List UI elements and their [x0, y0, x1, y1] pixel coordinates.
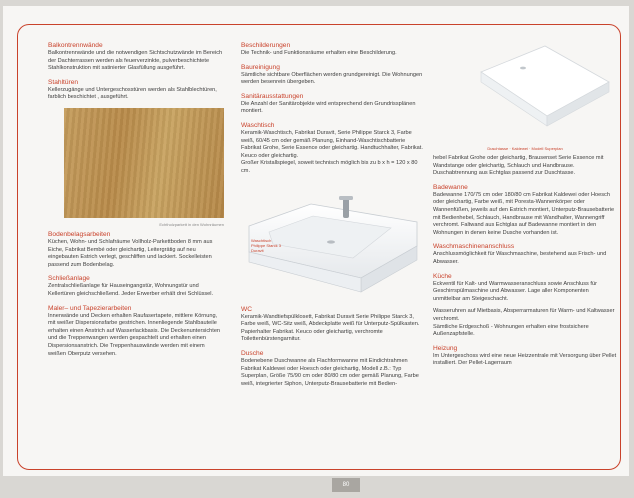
heading-wasch: Waschtisch [241, 121, 275, 129]
text-kueche-3: Sämtliche Erdgeschoß - Wohnungen erhalten eine frostsichere Außenzapfstelle. [433, 323, 589, 338]
heading-dusche: Dusche [241, 349, 264, 357]
column-left [48, 42, 224, 364]
heading-wc: WC [241, 305, 252, 313]
washbasin-caption-line: Waschtisch [251, 237, 272, 243]
section-schliess [48, 275, 224, 298]
text-maler: Innenwände und Decken erhalten Raufasertapete, mittlere Körnung, mit weißer Dispersionsfarbe gestrichen. Innenliegende Stahlbauteile erhalten einen Anstrich auf Wasserlackbasis. Die Deckenuntersichten und die Treppenwangen werden gespachtelt und erhalten einen Dispersionsanstrich. Die Treppenhauswände werden mit einem weißen Oberputz versehen. [48, 312, 221, 357]
section-kueche [433, 273, 617, 339]
text-boden: Küchen, Wohn- und Schlafräume Vollholz-Parkettboden 8 mm aus Eiche, Fabrikat Bembé oder gleichartig, Leitergrätig auf neu eingebauten Estrich verlegt, geschliffen und lackiert. Sockelleisten passend zum Bodenbelag. [48, 238, 213, 268]
text-dusche: Bodenebene Duschwanne als Flachformwanne mit Eindichtrahmen Fabrikat Kaldewei oder Hoesch oder gleichartig, Modell z.B.: Typ Superplan, Größe 75/90 cm oder 80/80 cm oder gemäß Planung, Farbe weiß, integrierter Siphon, Unterputz-Brausebatterie mit Bedien- [241, 357, 419, 387]
heading-baurein: Baureinigung [241, 63, 280, 71]
section-stahl [48, 79, 224, 102]
text-dusche-cont: hebel Fabrikat Grohe oder gleichartig, Brausenset Serie Essence mit Wandstange oder gleichartig, Schlauch und Handbrause. Duschabtrennung aus Echtglas passend zur Duschtasse. [433, 155, 604, 177]
section-sanaus [241, 93, 425, 116]
shower-tray-caption: Duschtasse · Kaldewei · Modell Superplan [487, 146, 563, 151]
heading-wama: Waschmaschinenanschluss [433, 243, 515, 251]
text-baurein: Sämtliche sichtbare Oberflächen werden grundgereinigt. Die Wohnungen werden besenrein übergeben. [241, 71, 423, 86]
parquet-caption: Echtholzparkett in den Wohnräumen [159, 221, 224, 227]
section-baurein [241, 64, 425, 87]
heading-sanaus: Sanitärausstattungen [241, 92, 304, 100]
section-wc [241, 306, 425, 344]
text-wasch-mirror: Großer Kristallspiegel, soweit technisch möglich bis zu b x h = 120 x 80 cm. [241, 160, 418, 174]
text-heizung: Im Untergeschoss wird eine neue Heizzentrale mit Versorgung über Pellet installiert. Der Pellet-Lagerraum [433, 352, 617, 367]
column-middle [241, 42, 425, 394]
section-balkon [48, 42, 224, 73]
heading-boden: Bodenbelagsarbeiten [48, 230, 111, 238]
section-dusche-cont [433, 155, 617, 178]
text-kueche: Eckventil für Kalt- und Warmwasseranschluss sowie Anschluss für Geschirrspülmaschine und Abwasser. Lage aller Komponenten unmittelbar am Steigeschacht. [433, 280, 597, 302]
washbasin-image [241, 182, 425, 300]
text-wama: Anschlussmöglichkeit für Waschmaschine, bestehend aus Frisch- und Abwasser. [433, 251, 607, 265]
brochure-page [3, 6, 629, 476]
washbasin-caption-line: Duravit [251, 247, 264, 253]
heading-stahl: Stahltüren [48, 78, 79, 86]
page-number: 80 [332, 478, 360, 492]
text-kueche-2: Wasseruhren auf Mietbasis, Absperrarmaturen für Warm- und Kaltwasser verchromt. [433, 308, 615, 322]
text-beschild: Die Technik- und Funktionsräume erhalten eine Beschilderung. [241, 50, 397, 56]
text-schliess: Zentralschließanlage für Hauseingangstür, Wohnungstür und Kellertüren gleichschließend. Jeder Erwerber erhält drei Schlüssel. [48, 283, 214, 297]
column-right [433, 42, 617, 374]
text-balkon: Balkontrennwände und die notwendigen Sichtschutzwände im Bereich der Dachterrassen werden als feuerverzinkte, pulverbeschichtete Stahlkonstruktion mit satinierter Glasfüllung ausgeführt. [48, 50, 223, 72]
section-heizung [433, 345, 617, 368]
text-sanaus: Die Anzahl der Sanitärobjekte wird entsprechend den Grundrissplänen montiert. [241, 100, 416, 115]
text-wasch: Keramik-Waschtisch, Fabrikat Duravit, Serie Philippe Starck 3, Farbe weiß, 60/45 cm oder gemäß Planung, Einhand-Waschtischbatterie Fabrikat Grohe, Serie Essence oder gleichartig. Handtuchhalter, Fabrikat. Keuco oder gleichartig. [241, 129, 423, 159]
section-beschild [241, 42, 425, 58]
section-boden [48, 231, 224, 269]
heading-beschild: Beschilderungen [241, 42, 291, 49]
text-stahl: Kellerzugänge und Untergeschosstüren werden als Stahlblechtüren, farblich beschichtet , ausgeführt. [48, 86, 217, 101]
text-badewanne: Badewanne 170/75 cm oder 180/80 cm Fabrikat Kaldewei oder Hoesch oder gleichartig, Farbe weiß, mit Poresta-Wannenkörper oder Wannenfüßen, jeweils auf den Estrich montiert, Unterputz-Brausebatterie mit Bedienhebel, Schlauch, Handbrause mit Wandhalter, Wannengriff verchromt. Faltwand aus Echtglas auf Badewanne montiert in den Wohnungen in denen keine Dusche vorhanden ist. [433, 191, 615, 236]
parquet-photo [64, 108, 224, 218]
heading-schliess: Schließanlage [48, 275, 90, 283]
heading-kueche: Küche [433, 272, 452, 280]
section-dusche [241, 350, 425, 388]
heading-heizung: Heizung [433, 344, 458, 352]
section-wama [433, 243, 617, 266]
section-badewanne [433, 184, 617, 238]
text-wc: Keramik-Wandtiefspülklosett, Fabrikat Duravit Serie Philippe Starck 3, Farbe weiß, WC-Sitz weiß, Abdeckplatte weiß für Unterputz-Spülkasten. Papierhalter Fabrikat. Keuco oder gleichartig, verchromte Toilettenbürstengarnitur. [241, 313, 420, 343]
washbasin-caption-line: Philippe Starck 3 [251, 242, 282, 248]
heading-maler: Maler– und Tapezierarbeiten [48, 304, 132, 312]
heading-balkon: Balkontrennwände [48, 42, 103, 49]
section-wasch [241, 122, 425, 176]
washbasin-caption [251, 238, 281, 253]
section-maler [48, 305, 224, 359]
heading-badewanne: Badewanne [433, 183, 468, 191]
shower-tray-drawing [463, 42, 613, 142]
shower-tray-image [463, 42, 613, 142]
